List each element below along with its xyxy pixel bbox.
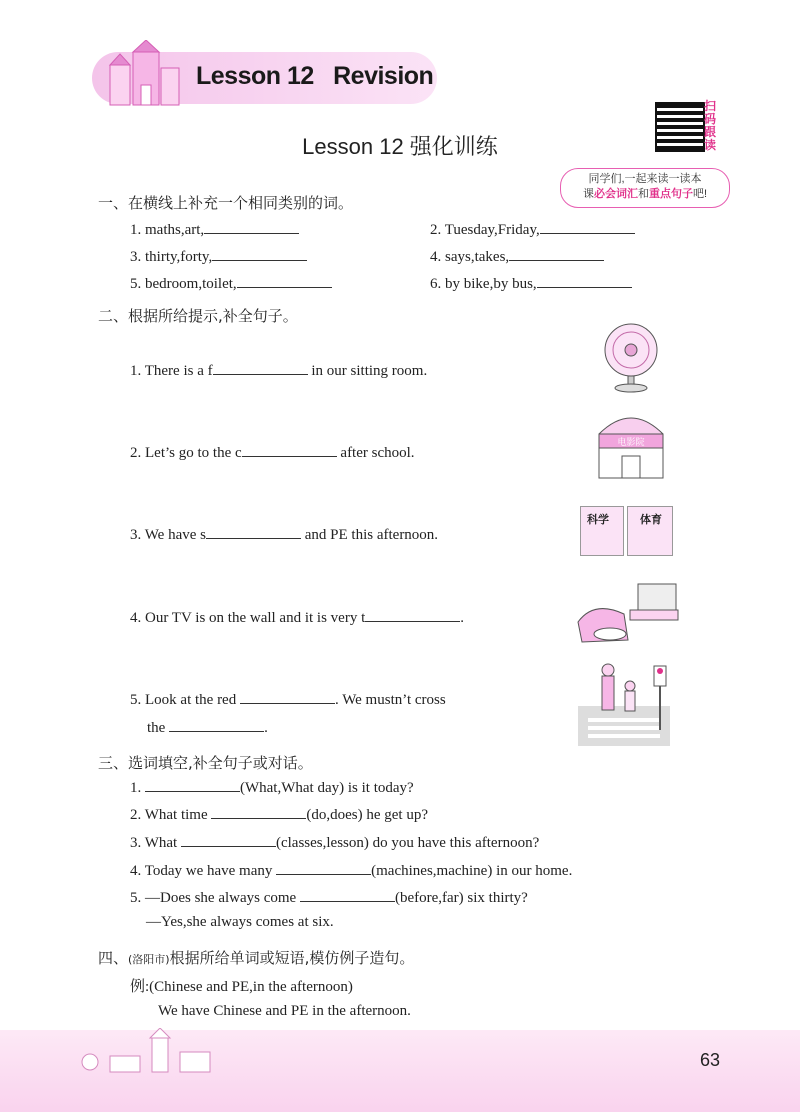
s2-item3: 3. We have s and PE this afternoon. (130, 524, 438, 544)
cinema-sign: 电影院 (617, 438, 645, 448)
bubble-post: 吧! (692, 188, 708, 200)
region-tag: (洛阳市) (128, 953, 170, 966)
answer-blank[interactable] (537, 273, 632, 288)
s1-item1: 1. maths,art, (130, 219, 299, 239)
s1-item6: 6. by bike,by bus, (430, 273, 632, 293)
section2-title: 二、根据所给提示,补全句子。 (98, 307, 298, 325)
s1-item4: 4. says,takes, (430, 246, 604, 266)
speech-bubble (560, 168, 730, 208)
pe-label: 体育 (640, 514, 662, 526)
header-title: Lesson 12 Revision (196, 62, 434, 90)
science-label: 科学 (587, 514, 609, 526)
tv-room-picture (574, 580, 680, 646)
s4-example-answer: We have Chinese and PE in the afternoon. (158, 1003, 411, 1019)
answer-blank[interactable] (169, 717, 264, 732)
answer-blank[interactable] (212, 246, 307, 261)
answer-blank[interactable] (206, 524, 301, 539)
answer-blank[interactable] (181, 832, 276, 847)
science-picture (580, 506, 624, 556)
s3-item3: 3. What (classes,lesson) do you have this afternoon? (130, 832, 539, 852)
s1-item5: 5. bedroom,toilet, (130, 273, 332, 293)
answer-blank[interactable] (237, 273, 332, 288)
pe-picture (627, 506, 673, 556)
castle-illustration (95, 40, 195, 110)
s1-item3: 3. thirty,forty, (130, 246, 307, 266)
s3-item2: 2. What time (do,does) he get up? (130, 804, 428, 824)
answer-blank[interactable] (204, 219, 299, 234)
footer-town-illustration (70, 1028, 250, 1074)
fan-picture (598, 322, 664, 394)
bubble-line1: 同学们,一起来读一读本 (588, 173, 702, 185)
answer-blank[interactable] (213, 360, 308, 375)
s3-item1: 1. (What,What day) is it today? (130, 777, 414, 797)
bubble-pre: 课 (582, 188, 594, 200)
answer-blank[interactable] (300, 887, 395, 902)
s4-example: 例:(Chinese and PE,in the afternoon) (130, 979, 353, 995)
s2-item5-cont: the . (147, 717, 268, 737)
answer-blank[interactable] (276, 860, 371, 875)
s3-item4: 4. Today we have many (machines,machine) in our home. (130, 860, 572, 880)
section3-title: 三、选词填空,补全句子或对话。 (98, 754, 313, 772)
s2-item2: 2. Let’s go to the c after school. (130, 442, 415, 462)
bubble-highlight-sentences: 重点句子 (648, 188, 693, 200)
s2-item4: 4. Our TV is on the wall and it is very t . (130, 607, 464, 627)
s2-item1: 1. There is a f in our sitting room. (130, 360, 427, 380)
s1-item2: 2. Tuesday,Friday, (430, 219, 635, 239)
traffic-light-picture (578, 660, 670, 746)
answer-blank[interactable] (365, 607, 460, 622)
s3-item5: 5. —Does she always come (before,far) six thirty? (130, 887, 528, 907)
s2-item5: 5. Look at the red . We mustn’t cross (130, 689, 446, 709)
answer-blank[interactable] (145, 777, 240, 792)
qr-label: 扫码跟读 (704, 99, 717, 152)
bubble-highlight-words: 必会词汇 (593, 188, 638, 200)
qr-code[interactable] (655, 102, 705, 152)
s3-item5-answer: —Yes,she always comes at six. (146, 914, 334, 930)
answer-blank[interactable] (240, 689, 335, 704)
bubble-mid: 和 (637, 188, 649, 200)
page-number: 63 (700, 1050, 721, 1070)
answer-blank[interactable] (540, 219, 635, 234)
cinema-picture (594, 404, 668, 480)
section1-title: 一、在横线上补充一个相同类别的词。 (98, 194, 354, 212)
section4-title: 四、(洛阳市)根据所给单词或短语,模仿例子造句。 (98, 949, 415, 967)
answer-blank[interactable] (242, 442, 337, 457)
page-title: Lesson 12 强化训练 (302, 134, 498, 159)
answer-blank[interactable] (211, 804, 306, 819)
answer-blank[interactable] (509, 246, 604, 261)
